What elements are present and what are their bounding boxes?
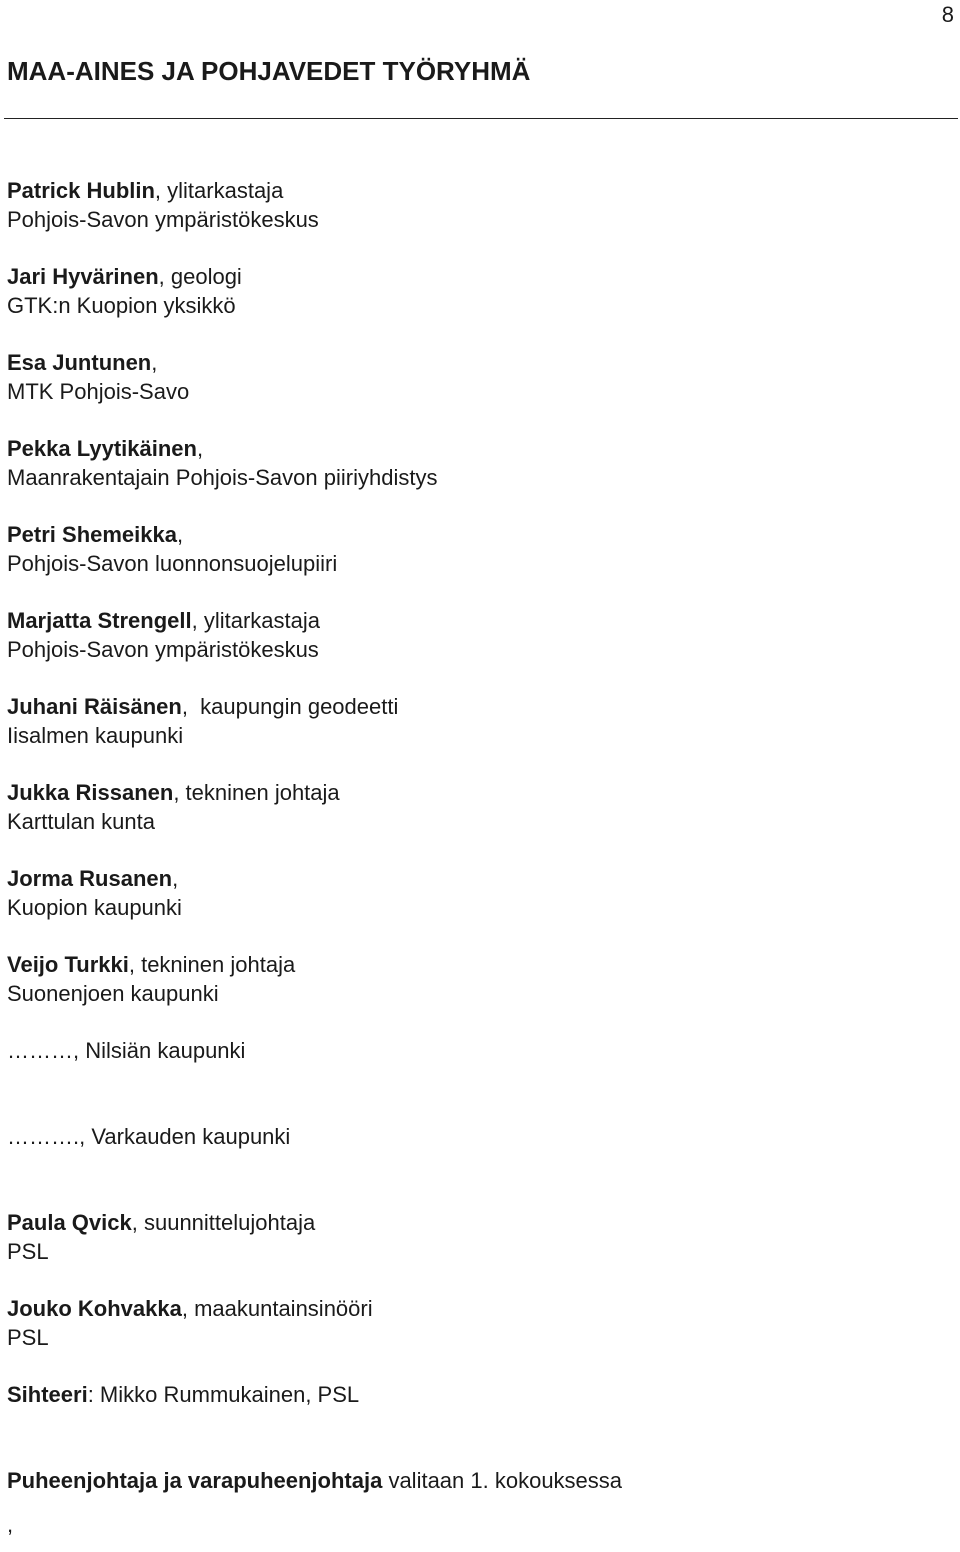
member-role: , geologi — [158, 264, 242, 289]
member-entry — [7, 1208, 622, 1294]
member-name: Jari Hyvärinen — [7, 264, 159, 289]
member-organization: Kuopion kaupunki — [7, 895, 182, 920]
member-organization: GTK:n Kuopion yksikkö — [7, 293, 236, 318]
member-entry — [7, 692, 622, 778]
member-organization: Pohjois-Savon ympäristökeskus — [7, 637, 319, 662]
member-role: , — [196, 436, 204, 461]
member-name-placeholder: ………. — [7, 1124, 80, 1149]
member-role: , Varkauden kaupunki — [79, 1124, 291, 1149]
member-entry — [7, 1294, 622, 1380]
member-name: Marjatta Strengell — [7, 608, 192, 633]
member-role: , ylitarkastaja — [154, 178, 284, 203]
member-role: , Nilsiän kaupunki — [73, 1038, 246, 1063]
chair-entry — [7, 1466, 622, 1552]
member-organization: PSL — [7, 1325, 49, 1350]
member-name: Veijo Turkki — [7, 952, 129, 977]
member-organization: Maanrakentajain Pohjois-Savon piiriyhdistys — [7, 465, 438, 490]
member-entry — [7, 262, 622, 348]
member-organization: Iisalmen kaupunki — [7, 723, 184, 748]
member-organization: Karttulan kunta — [7, 809, 155, 834]
member-entry — [7, 950, 622, 1036]
member-entry — [7, 348, 622, 434]
member-list — [7, 176, 622, 1552]
member-role: , — [151, 350, 158, 375]
member-organization: MTK Pohjois-Savo — [7, 379, 190, 404]
member-name: Esa Juntunen — [7, 350, 152, 375]
member-entry — [7, 1122, 622, 1208]
member-organization: Suonenjoen kaupunki — [7, 981, 219, 1006]
member-role: , tekninen johtaja — [128, 952, 296, 977]
member-name: Jukka Rissanen — [7, 780, 174, 805]
member-entry — [7, 176, 622, 262]
secretary-entry — [7, 1380, 622, 1466]
member-role: , kaupungin geodeetti — [181, 694, 399, 719]
chair-label: Puheenjohtaja ja varapuheenjohtaja — [7, 1468, 383, 1493]
member-name: Juhani Räisänen — [7, 694, 182, 719]
footer-mark: , — [7, 1512, 14, 1537]
member-entry — [7, 520, 622, 606]
member-organization: Pohjois-Savon ympäristökeskus — [7, 207, 319, 232]
member-role: , ylitarkastaja — [191, 608, 320, 633]
member-name: Pekka Lyytikäinen — [7, 436, 197, 461]
page-title: MAA-AINES JA POHJAVEDET TYÖRYHMÄ — [7, 56, 531, 86]
member-entry — [7, 606, 622, 692]
member-role: , suunnittelujohtaja — [131, 1210, 316, 1235]
member-name: Jouko Kohvakka — [7, 1296, 182, 1321]
member-role: , maakuntainsinööri — [181, 1296, 373, 1321]
secretary-label: Sihteeri — [7, 1382, 88, 1407]
member-organization: PSL — [7, 1239, 49, 1264]
title-divider — [4, 118, 958, 119]
member-name: Paula Qvick — [7, 1210, 132, 1235]
member-name: Jorma Rusanen — [7, 866, 173, 891]
page-number: 8 — [941, 2, 954, 27]
member-entry — [7, 434, 622, 520]
member-entry — [7, 778, 622, 864]
member-role: , — [176, 522, 184, 547]
secretary-value: : Mikko Rummukainen, PSL — [87, 1382, 360, 1407]
member-entry — [7, 1036, 622, 1122]
member-name: Patrick Hublin — [7, 178, 155, 203]
member-name-placeholder: ……… — [7, 1038, 73, 1063]
member-role: , — [172, 866, 179, 891]
chair-note: valitaan 1. kokouksessa — [382, 1468, 623, 1493]
member-name: Petri Shemeikka — [7, 522, 177, 547]
member-role: , tekninen johtaja — [173, 780, 340, 805]
member-entry — [7, 864, 622, 950]
member-organization: Pohjois-Savon luonnonsuojelupiiri — [7, 551, 338, 576]
